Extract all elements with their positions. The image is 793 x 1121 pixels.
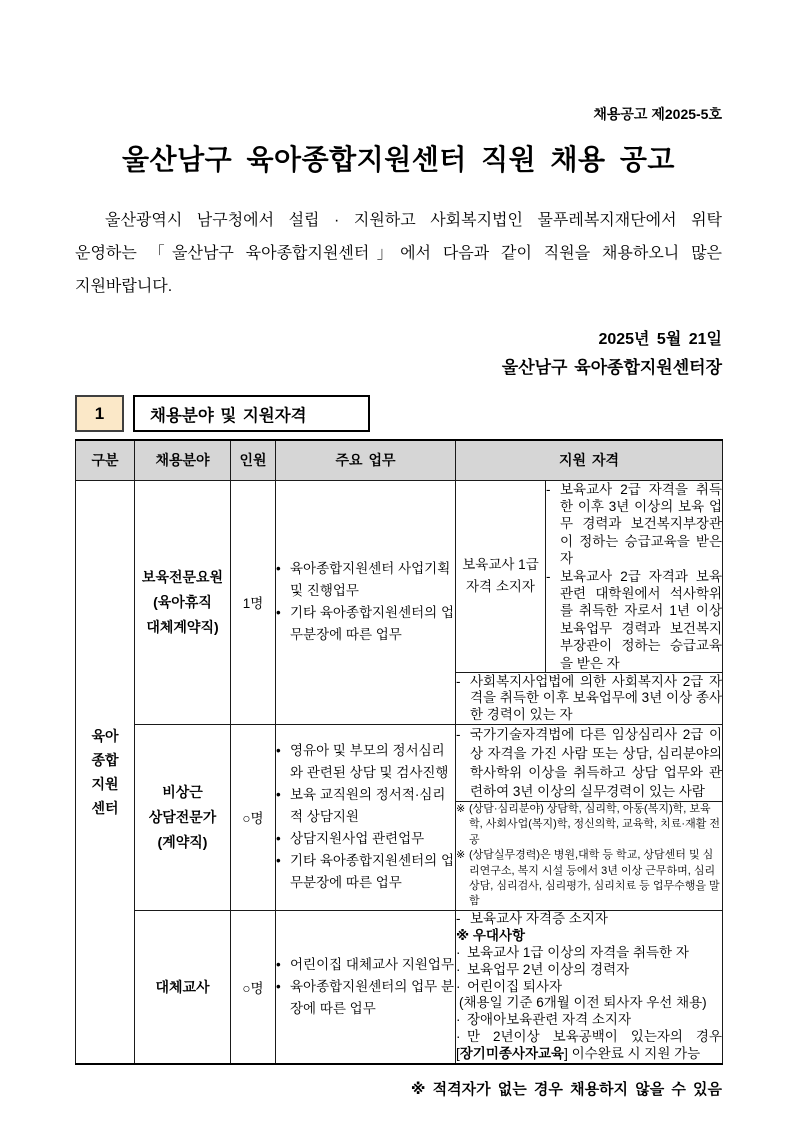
header-count: 인원 xyxy=(231,440,276,480)
preference-item xyxy=(456,962,722,979)
dot-icon: · xyxy=(456,961,461,977)
duty-text: 육아종합지원센터의 업무 분장에 따른 업무 xyxy=(290,979,454,1017)
qualification-text: 사회복지사업법에 의한 사회복지사 2급 자격을 취득한 이후 보육업무에 3년 이상 종사한 경력이 있는 자 xyxy=(470,673,722,722)
note-text: (상담·심리분야) 상담학, 심리학, 아동(복지)학, 보육학, 사회사업(복지)학, 정신의학, 교육학, 치료·재활 전공 xyxy=(469,802,721,846)
preference-text: 보육교사 1급 이상의 자격을 취득한 자 xyxy=(467,945,689,961)
field-line: (계약직) xyxy=(157,833,208,850)
qualification-notes-cell xyxy=(456,801,723,910)
field-cell-substitute-teacher: 대체교사 xyxy=(135,910,231,1064)
duties-cell xyxy=(276,910,456,1064)
announcement-date: 2025년 5월 21일 xyxy=(598,331,722,348)
bracket-text: [ xyxy=(456,1045,460,1061)
section-number-badge: 1 xyxy=(75,395,124,432)
field-line: 비상근 xyxy=(162,783,203,800)
announcement-signer: 울산남구 육아종합지원센터장 xyxy=(501,358,722,377)
count-cell: ○명 xyxy=(231,910,276,1064)
duty-item xyxy=(276,784,455,828)
reference-mark-icon: ※ xyxy=(456,802,466,815)
preference-note: (채용일 기준 6개월 이전 퇴사자 우선 채용) xyxy=(459,995,707,1011)
qualification-cell xyxy=(456,724,723,801)
duty-item xyxy=(276,828,455,850)
note-item xyxy=(456,802,722,848)
bold-education-text: 장기미종사자교육 xyxy=(459,1045,565,1061)
bullet-icon: • xyxy=(276,787,281,803)
qualification-text: 보육교사 2급 자격을 취득한 이후 3년 이상의 보육 업무 경력과 보건복지부장관이 정하는 승급교육을 받은 자 xyxy=(560,481,722,567)
dash-icon: - xyxy=(546,481,551,497)
duty-text: 상담지원사업 관련업무 xyxy=(290,831,425,847)
header-qualification: 지원 자격 xyxy=(456,440,723,480)
duty-item xyxy=(276,602,455,646)
count-cell: 1명 xyxy=(231,480,276,724)
category-line: 육아 xyxy=(91,727,119,744)
qualification-item xyxy=(456,725,722,801)
field-line: 상담전문가 xyxy=(148,808,217,825)
notice-number: 채용공고 제2025-5호 xyxy=(593,106,722,122)
table-row xyxy=(76,910,723,1064)
preference-item xyxy=(456,979,722,996)
note-item xyxy=(456,848,722,910)
dot-icon: · xyxy=(456,1012,461,1028)
qualification-item xyxy=(456,911,722,928)
header-duties: 주요 업무 xyxy=(276,440,456,480)
preference-item xyxy=(456,945,722,962)
preference-text: 어린이집 퇴사자 xyxy=(467,978,563,994)
qual-left-line: 자격 소지자 xyxy=(466,579,535,595)
category-line: 센터 xyxy=(91,799,119,816)
intro-line: 울산광역시 남구청에서 설립 · 지원하고 사회복지법인 물푸레복지재단에서 위탁 xyxy=(105,212,722,229)
category-cell xyxy=(76,480,135,1064)
qualification-text: 보육교사 자격증 소지자 xyxy=(470,911,608,927)
bullet-icon: • xyxy=(276,743,281,759)
table-row xyxy=(76,480,723,672)
header-category: 구분 xyxy=(76,440,135,480)
qualification-cell xyxy=(456,910,723,1064)
dot-icon: · xyxy=(456,1029,461,1045)
preference-title: ※ 우대사항 xyxy=(456,928,526,944)
duty-text: 어린이집 대체교사 지원업무 xyxy=(290,957,454,973)
field-cell-childcare-specialist xyxy=(135,480,231,724)
dot-icon: · xyxy=(456,945,461,961)
qualification-text: 국가기술자격법에 다른 임상심리사 2급 이상 자격을 가진 사람 또는 상담, 심리분야의 학사학위 이상을 취득하고 상담 업무와 관련하여 3년 이상의 실무경력이 있는 사람 xyxy=(470,726,722,799)
page-title: 울산남구 육아종합지원센터 직원 채용 공고 xyxy=(122,144,675,175)
duty-item xyxy=(276,558,455,602)
intro-line: 운영하는 「울산남구 육아종합지원센터」에서 다음과 같이 직원을 채용하오니 많은 xyxy=(75,245,722,262)
qualification-subcell-license xyxy=(456,480,546,672)
dash-icon: - xyxy=(456,726,461,742)
table-footnote: ※ 적격자가 없는 경우 채용하지 않을 수 있음 xyxy=(410,1081,722,1099)
dash-icon: - xyxy=(546,568,551,584)
category-line: 지원 xyxy=(91,775,119,792)
qualification-item xyxy=(546,568,722,672)
qualification-item xyxy=(456,674,722,724)
qualification-cell xyxy=(546,480,723,672)
header-field: 채용분야 xyxy=(135,440,231,480)
preference-item xyxy=(456,1046,722,1063)
duty-item xyxy=(276,976,455,1020)
table-header-row xyxy=(76,440,723,480)
section-title: 채용분야 및 지원자격 xyxy=(133,395,370,432)
qualification-item xyxy=(546,481,722,568)
duty-item xyxy=(276,850,455,894)
preference-text: 만 2년이상 보육공백이 있는자의 경우 xyxy=(467,1029,722,1045)
dash-icon: - xyxy=(456,911,461,927)
field-cell-counselor xyxy=(135,724,231,910)
duty-text: 영유아 및 부모의 정서심리와 관련된 상담 및 검사진행 xyxy=(290,743,449,781)
tail-text: ] 이수완료 시 지원 가능 xyxy=(564,1045,701,1061)
dot-icon: · xyxy=(456,978,461,994)
duty-text: 기타 육아종합지원센터의 업무분장에 따른 업무 xyxy=(290,853,454,891)
preference-text: 보육업무 2년 이상의 경력자 xyxy=(467,961,630,977)
intro-paragraph xyxy=(75,204,722,303)
duty-item xyxy=(276,740,455,784)
preference-item xyxy=(456,1012,722,1029)
table-row xyxy=(76,724,723,801)
field-line: 보육전문요원 xyxy=(141,568,224,585)
duty-item xyxy=(276,954,455,976)
qualification-text: 보육교사 2급 자격과 보육관련 대학원에서 석사학위를 취득한 자로서 1년 이상 보육업무 경력과 보건복지부장관이 정하는 승급교육을 받은 자 xyxy=(560,568,722,671)
bullet-icon: • xyxy=(276,605,281,621)
reference-mark-icon: ※ xyxy=(456,849,466,862)
intro-line: 지원바랍니다. xyxy=(75,278,173,295)
bullet-icon: • xyxy=(276,979,281,995)
field-line: (육아휴직 xyxy=(153,593,212,610)
bullet-icon: • xyxy=(276,853,281,869)
section-header xyxy=(75,395,722,432)
duties-cell xyxy=(276,480,456,724)
qual-left-line: 보육교사 1급 xyxy=(462,557,539,573)
note-text: (상담실무경력)은 병원,대학 등 학교, 상담센터 및 심리연구소, 복지 시설 등에서 3년 이상 근무하며, 심리상담, 심리검사, 심리평가, 심리치료 등 업무수행을 말함 xyxy=(469,849,720,908)
bullet-icon: • xyxy=(276,957,281,973)
preference-item xyxy=(456,1029,722,1046)
bullet-icon: • xyxy=(276,561,281,577)
duty-text: 보육 교직원의 정서적·심리적 상담지원 xyxy=(290,787,446,825)
field-line: 대체계약직) xyxy=(146,618,219,635)
dash-icon: - xyxy=(456,673,461,689)
qualification-cell xyxy=(456,672,723,724)
duty-text: 육아종합지원센터 사업기획 및 진행업무 xyxy=(290,561,451,599)
count-cell: ○명 xyxy=(231,724,276,910)
bullet-icon: • xyxy=(276,831,281,847)
preference-text: 장애아보육관련 자격 소지자 xyxy=(467,1012,631,1028)
duty-text: 기타 육아종합지원센터의 업무분장에 따른 업무 xyxy=(290,605,454,643)
category-line: 종합 xyxy=(91,751,119,768)
recruitment-table xyxy=(75,439,723,1065)
duties-cell xyxy=(276,724,456,910)
